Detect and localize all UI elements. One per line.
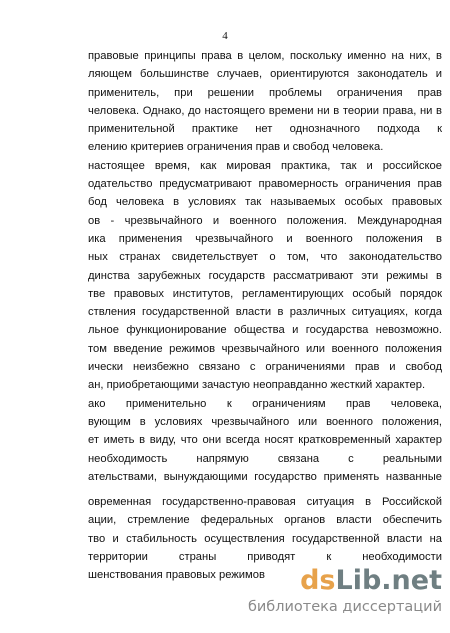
text-line: вующим в условиях чрезвычайного или военного положения, — [88, 415, 442, 428]
text-line: льное функционирование общества и государства невозможно. — [88, 324, 442, 337]
paragraph-gap — [88, 486, 442, 493]
paragraph-2 — [88, 157, 442, 486]
watermark-logo-suffix: Lib.net — [335, 565, 442, 596]
dslib-watermark — [237, 565, 442, 625]
text-line: ика применения чрезвычайного и военного положения в — [88, 232, 442, 245]
text-line: применитель, при решении проблемы ограничения прав — [88, 86, 442, 99]
text-line: тво и стабильность осуществления государственной власти на — [88, 532, 442, 545]
text-line: овременная государственно-правовая ситуация в Российской — [88, 496, 442, 509]
watermark-logo — [300, 565, 442, 596]
text-line: необходимость напрямую связана с реальными — [88, 452, 442, 465]
text-line: тве правовых институтов, регламентирующих особый порядок — [88, 287, 442, 300]
text-line: ически неизбежно связано с ограничениями прав и свобод — [88, 361, 442, 374]
text-line: бод человека в условиях так называемых особых правовых — [88, 196, 442, 209]
text-line: ан, приобретающими зачастую неоправданно жесткий характер. — [88, 379, 426, 392]
text-line: елению критериев ограничения прав и свобод человека. — [88, 141, 384, 154]
text-line: том введение режимов чрезвычайного или военного положения — [88, 342, 442, 355]
text-line: человека. Однако, до настоящего времени ни в теории права, ни в — [88, 104, 442, 117]
text-line: ет иметь в виду, что они всегда носят кратковременный характер — [88, 434, 442, 447]
text-line: ляющем большинстве случаев, ориентируются законодатель и — [88, 68, 442, 81]
text-line: применительной практике нет однозначного подхода к — [88, 123, 442, 136]
text-line: ов - чрезвычайного и военного положения. Международная — [88, 214, 442, 227]
watermark-logo-prefix: ds — [300, 565, 336, 596]
text-line: динства зарубежных государств рассматривают эти режимы в — [88, 269, 442, 282]
text-line: настоящее время, как мировая практика, так и российское — [88, 159, 442, 172]
text-line: шенствования правовых режимов — [88, 569, 265, 582]
page-number: 4 — [222, 30, 228, 42]
document-body — [88, 47, 442, 585]
text-line: ствления государственной власти в различных ситуациях, когда — [88, 306, 442, 319]
paragraph-1 — [88, 47, 442, 157]
text-line: территории страны приводят к необходимости — [88, 551, 442, 564]
watermark-subtitle: библиотека диссертаций — [247, 599, 442, 615]
text-line: правовые принципы права в целом, поскольку именно на них, в — [88, 50, 442, 62]
text-line: одательство предусматривают правомерность ограничения прав — [88, 178, 442, 191]
text-line: ако применительно к ограничениям прав человека, — [88, 397, 442, 410]
text-line: ных странах свидетельствует о том, что законодательство — [88, 251, 442, 264]
text-line: ательствами, вынуждающими государство применять названные — [88, 470, 442, 483]
text-line: ации, стремление федеральных органов власти обеспечить — [88, 514, 442, 527]
